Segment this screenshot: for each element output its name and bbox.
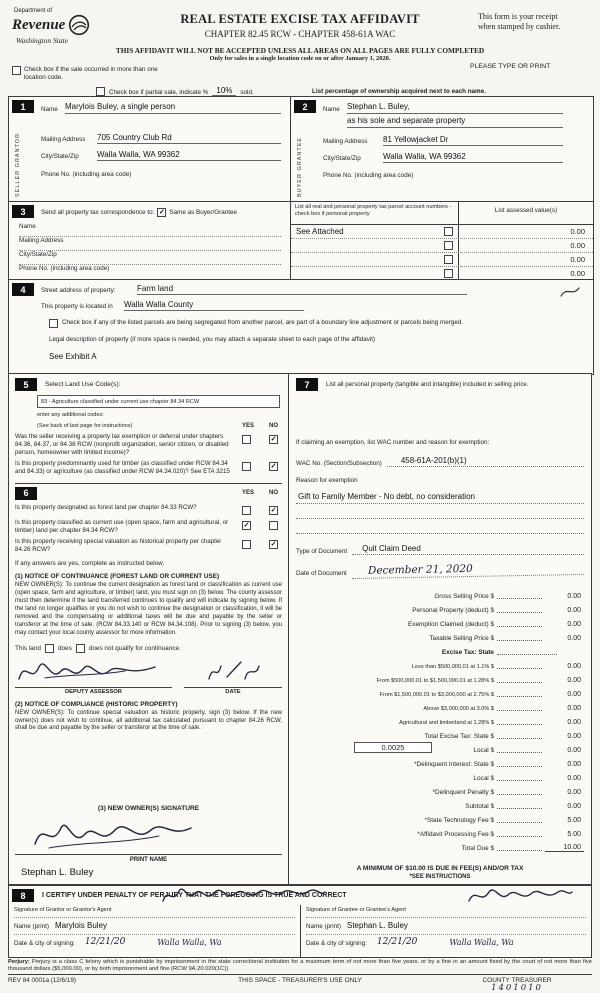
s5-q2-text: Is this property predominantly used for timber (as classified under RCW 84.34 and 84.33) or agriculture (as classified under RCW 84.34.020)? See ETA 3215: [15, 460, 230, 475]
money-value[interactable]: 0.00: [567, 733, 581, 740]
land-use-code-select[interactable]: 83 - Agriculture classified under current use chapter 84.34 RCW: [37, 395, 280, 408]
buyer-name-value[interactable]: Stephan L. Buley,: [347, 102, 563, 114]
same-as-buyer-checkbox[interactable]: ✓: [158, 209, 165, 216]
money-row-tier-3: [296, 684, 584, 698]
parcel-panel: [291, 202, 593, 280]
parties-section: [8, 96, 594, 203]
money-row-taxable: [296, 628, 584, 642]
grantee-date-row: [306, 934, 586, 947]
money-label: From $500,000.01 to $1,500,000.01 at 1.28% $: [376, 678, 494, 684]
wac-label: WAC No. (Section/Subsection): [296, 460, 382, 467]
grantee-date-label: Date & city of signing:: [306, 940, 367, 947]
excise-tax-column: [289, 373, 592, 885]
land-does-not-checkbox[interactable]: [76, 644, 85, 653]
section-8-badge: 8: [12, 889, 34, 902]
treasurer-space-label: THIS SPACE - TREASURER'S USE ONLY: [238, 977, 362, 984]
buyer-name-value-2[interactable]: as his sole and separate property: [347, 116, 563, 128]
corr-mailing-label: Mailing Address: [19, 237, 64, 244]
exemption-intro: If claiming an exemption, list WAC number and reason for exemption:: [296, 439, 490, 446]
new-owner-signature-block: [15, 805, 282, 880]
seller-name-value[interactable]: Marylois Buley, a single person: [65, 102, 281, 114]
multi-location-label: Check box if the sale occurred in more than one location code.: [24, 66, 158, 82]
no-header: NO: [269, 423, 278, 429]
seller-csz-label: City/State/Zip: [41, 153, 79, 160]
print-name-label: PRINT NAME: [129, 857, 168, 863]
additional-codes-label: enter any additional codes:: [37, 412, 104, 418]
section-7-badge: 7: [296, 378, 318, 391]
buyer-mailing-value[interactable]: 81 Yellowjacket Dr: [383, 135, 563, 146]
money-row-delinq-interest-state: [296, 754, 584, 768]
form-only-for: Only for sales in a single location code on or after January 1, 2020.: [209, 55, 391, 62]
grantee-name-label: Name (print): [306, 923, 341, 930]
buyer-name-label: Name: [323, 106, 340, 113]
grantor-name-label: Name (print): [14, 923, 49, 930]
personal-property-checkbox-2[interactable]: [444, 241, 453, 250]
notice-2-body: NEW OWNER(S): To continue special valuation as historic property, sign (3) below. If the new owner(s) does not wish to continue, all additional tax calculated pursuant to chapter 84.26 RCW, shall be due and payable by the seller or transferor at the time of sale.: [15, 709, 282, 732]
money-label: Above $3,000,000 at 3.0% $: [423, 706, 494, 712]
assessed-header: List assessed value(s): [494, 207, 558, 214]
receipt-note: [478, 12, 594, 33]
treasurer-stamp: 1401010: [491, 983, 543, 993]
money-row-delinq-penalty: [296, 782, 584, 796]
money-label: Total Due $: [461, 845, 494, 852]
see-instructions-note: *SEE INSTRUCTIONS: [409, 874, 471, 880]
buyer-csz-value[interactable]: Walla Walla, WA 99362: [383, 152, 563, 163]
s5-question-1: [15, 433, 282, 456]
see-back-row: [15, 423, 282, 429]
seller-mailing-label: Mailing Address: [41, 136, 86, 143]
section-5-badge: 5: [15, 378, 37, 391]
perjury-body: Perjury is a class C felony which is punishable by imprisonment in the state correctional institution for a maximum term of not more than five years, or by a fine in an amount fixed by the court of not more than five thousand dollars ($5,000.00), or by both imprisonment and fine (RCW 9A.20.020(1C)).: [8, 959, 592, 973]
partial-sale-row: [96, 86, 254, 96]
grantee-signature[interactable]: [464, 884, 576, 908]
seller-grantor-vertical-label: SELLER GRANTOR: [15, 132, 21, 197]
assessor-date-handwriting: [201, 655, 265, 687]
grantee-name-value[interactable]: Stephan L. Buley: [347, 921, 408, 930]
county-treasurer-block: [442, 977, 592, 993]
money-row-tier-2: [296, 670, 584, 684]
money-value[interactable]: 0.00: [567, 635, 581, 642]
stray-pen-mark: [559, 284, 581, 300]
rev-number: REV 84 0001a (12/6/19): [8, 977, 76, 984]
notice-2-title: (2) NOTICE OF COMPLIANCE (HISTORIC PROPERTY): [15, 700, 178, 708]
legal-description-label: Legal description of property (if more space is needed, you may attach a separate sheet to each page of the affidavit): [49, 336, 376, 343]
money-label: *Delinquent Interest: State $: [414, 761, 494, 768]
money-label: Exemption Claimed (deduct) $: [408, 621, 494, 628]
street-address-value[interactable]: Farm land: [137, 284, 467, 295]
s6-q1-no-checkbox[interactable]: ✓: [270, 506, 277, 514]
money-value[interactable]: 10.00: [545, 844, 584, 852]
money-row-total-due: [296, 838, 584, 852]
s5-q2-yes-checkbox[interactable]: [242, 462, 251, 471]
segregated-checkbox[interactable]: [49, 319, 58, 328]
money-label: Gross Selling Price $: [434, 593, 494, 600]
s6-q2-text: Is this property classified as current use (open space, farm and agricultural, or timber) land per chapter 84.34 RCW?: [15, 518, 229, 534]
grantee-name-row: [306, 917, 586, 930]
section-1-badge: 1: [12, 100, 34, 113]
qualify-does-label: does: [57, 644, 72, 652]
legal-description-value[interactable]: See Exhibit A: [49, 352, 97, 361]
money-row-subtotal: [296, 796, 584, 810]
partial-sale-sold-label: sold.: [240, 89, 254, 96]
new-owner-print-name[interactable]: Stephan L. Buley: [21, 867, 94, 878]
money-row-tech-fee: [296, 810, 584, 824]
grantor-date-row: [14, 934, 295, 947]
send-correspondence-label: Send all property tax correspondence to:: [41, 209, 155, 216]
continuance-qualify-row: [15, 644, 282, 653]
ownership-note: List percentage of ownership acquired next to each name.: [312, 88, 486, 95]
located-in-label: This property is located in: [41, 303, 113, 310]
seller-csz-value[interactable]: Walla Walla, WA 99362: [97, 150, 281, 161]
located-in-value[interactable]: Walla Walla County: [124, 300, 304, 311]
buyer-panel: [291, 97, 593, 202]
money-value[interactable]: 0.00: [567, 607, 581, 614]
certify-header-row: [9, 886, 591, 905]
parcel-row: [291, 225, 593, 239]
section-5-header: [15, 378, 282, 391]
grantor-name-value[interactable]: Marylois Buley: [55, 921, 108, 930]
buyer-csz-label: City/State/Zip: [323, 155, 361, 162]
street-address-label: Street address of property:: [41, 287, 116, 294]
grantor-date-value[interactable]: 12/21/20: [84, 937, 126, 947]
section-7-header: [296, 378, 584, 391]
money-value[interactable]: 0.00: [567, 719, 581, 726]
money-row-agricultural: [296, 712, 584, 726]
wac-value[interactable]: 458-61A-201(b)(1): [387, 456, 584, 467]
qualify-not-label: does not qualify for continuance.: [88, 644, 181, 652]
money-row-local: [296, 740, 584, 754]
land-does-checkbox[interactable]: [45, 644, 54, 653]
notice-1-body: NEW OWNER(S): To continue the current designation as forest land or classification as current use (open space, farm and agriculture, or timber) land, you must sign on (3) below. The county assessor must then determine if the land transferred continues to qualify and will indicate by signing below. If the land no longer qualifies or you do not wish to continue the designation or classification, it will be removed and the compensating or additional taxes will be due and payable by the seller or transferor at the time of sale. (RCW 84.33.140 or RCW 84.34.108). Prior to signing (3) below, you may contact your local county assessor for more information.: [15, 581, 282, 636]
section-6-header: [15, 483, 282, 500]
grantor-column: [9, 905, 301, 957]
corr-name-row: [19, 223, 281, 237]
grantee-date-value[interactable]: 12/21/20: [376, 937, 418, 947]
state-label: Washington State: [16, 36, 69, 45]
money-label: Taxable Selling Price $: [429, 635, 494, 642]
grantee-city-value[interactable]: Walla Walla, Wa: [449, 938, 514, 947]
s6-q2-no-checkbox[interactable]: [269, 521, 278, 530]
dor-logo-icon: [68, 14, 90, 36]
doc-type-row: [296, 544, 584, 555]
corr-csz-row: [19, 251, 281, 265]
segregated-label: Check box if any of the listed parcels are being segregated from another parcel, are part of a boundary line adjustment or parcels being merged.: [62, 319, 464, 326]
personal-property-checkbox-3[interactable]: [444, 255, 453, 264]
seller-phone-label: Phone No. (including area code): [41, 171, 132, 178]
agency-name: Revenue: [12, 16, 66, 33]
corr-phone-label: Phone No. (including area code): [19, 265, 110, 272]
buyer-grantee-vertical-label: BUYER GRANTEE: [297, 136, 303, 197]
new-owner-signature-title: (3) NEW OWNER(S) SIGNATURE: [97, 805, 200, 812]
money-row-total-state: [296, 726, 584, 740]
personal-property-title: List all personal property (tangible and intangible) included in selling price.: [326, 381, 529, 388]
s6-q2-yes-checkbox[interactable]: ✓: [243, 521, 250, 529]
receipt-line-2: when stamped by cashier.: [478, 22, 561, 32]
seller-panel: [9, 97, 291, 202]
s6-q3-text: Is this property receiving special valuation as historical property per chapter 84.26 RCW?: [15, 538, 222, 553]
money-label: Agricultural and timberland at 1.28% $: [399, 720, 494, 726]
s6-no-header: NO: [269, 490, 278, 497]
partial-sale-checkbox[interactable]: [96, 87, 105, 96]
s6-q3-no-checkbox[interactable]: ✓: [270, 541, 277, 549]
reason-label: Reason for exemption: [296, 477, 358, 484]
s6-q1-text: Is this property designated as forest land per chapter 84.33 RCW?: [15, 503, 197, 511]
reason-blank-line[interactable]: [296, 504, 584, 519]
buyer-mailing-label: Mailing Address: [323, 138, 368, 145]
money-value[interactable]: 0.00: [567, 803, 581, 810]
reason-value[interactable]: Gift to Family Member - No debt, no consideration: [296, 492, 584, 504]
assessed-value-2[interactable]: 0.00: [570, 241, 585, 250]
seller-name-label: Name: [41, 106, 58, 113]
s5-question-2: [15, 460, 282, 476]
minimum-note: A MINIMUM OF $10.00 IS DUE IN FEE(S) AND/OR TAX: [356, 865, 524, 872]
money-value[interactable]: 0.00: [567, 593, 581, 600]
money-label: From $1,500,000.01 to $3,000,000 at 2.75% $: [379, 692, 494, 698]
money-value[interactable]: 5.00: [567, 831, 581, 838]
new-owner-signature[interactable]: [29, 814, 199, 854]
grantor-date-label: Date & city of signing:: [14, 940, 75, 947]
money-label: Personal Property (deduct) $: [412, 607, 494, 614]
dept-of-label: Department of: [14, 8, 53, 14]
multi-location-checkbox[interactable]: [12, 66, 21, 75]
s6-question-3: [15, 538, 282, 554]
assessed-value-3[interactable]: 0.00: [570, 255, 585, 264]
s6-q1-yes-checkbox[interactable]: [242, 506, 251, 515]
partial-sale-label: Check box if partial sale, indicate %: [109, 89, 209, 96]
money-label: Local $: [473, 747, 494, 754]
money-label: Local $: [473, 775, 494, 782]
s6-yes-header: YES: [242, 490, 255, 497]
section-2-badge: 2: [294, 100, 316, 113]
assessed-value-4[interactable]: 0.00: [570, 269, 585, 278]
money-value[interactable]: 0.00: [567, 747, 581, 754]
money-label: Total Excise Tax: State $: [424, 733, 494, 740]
s6-question-1: [15, 504, 282, 515]
money-row-excise-state: [296, 642, 584, 656]
footer-row: [8, 974, 592, 993]
s5-q2-no-checkbox[interactable]: ✓: [270, 463, 277, 471]
money-row-personal: [296, 600, 584, 614]
parcel-number-value[interactable]: See Attached: [296, 227, 344, 236]
grantee-signature-label: Signature of Grantee or Grantee's Agent: [306, 907, 406, 913]
money-value[interactable]: 0.00: [567, 789, 581, 796]
parcel-header-row: [291, 202, 593, 225]
corr-csz-label: City/State/Zip: [19, 251, 57, 258]
property-section: [8, 279, 594, 375]
correspondence-panel: [9, 202, 291, 280]
receipt-line-1: This form is your receipt: [478, 12, 558, 21]
perjury-lead: Perjury:: [8, 959, 30, 965]
money-value[interactable]: 0.00: [567, 691, 581, 698]
please-type-print: PLEASE TYPE OR PRINT: [470, 63, 551, 70]
deputy-assessor-label: DEPUTY ASSESSOR: [15, 687, 172, 695]
money-value[interactable]: 5.00: [567, 817, 581, 824]
money-value[interactable]: 0.00: [567, 663, 581, 670]
section-3-badge: 3: [12, 205, 34, 218]
doc-type-label: Type of Document: [296, 548, 348, 555]
money-label: Excise Tax: State: [441, 649, 494, 656]
grantor-name-row: [14, 917, 295, 930]
doc-date-value[interactable]: December 21, 2020: [352, 561, 584, 579]
buyer-phone-label: Phone No. (including area code): [323, 172, 414, 179]
notice-1-title: (1) NOTICE OF CONTINUANCE (FOREST LAND OR CURRENT USE): [15, 572, 220, 580]
personal-property-checkbox-1[interactable]: [444, 227, 453, 236]
reason-blank-line[interactable]: [296, 519, 584, 534]
doc-type-value[interactable]: Quit Claim Deed: [352, 544, 584, 555]
doc-date-row: [296, 563, 584, 577]
doc-date-label: Date of Document: [296, 570, 347, 577]
s6-q3-yes-checkbox[interactable]: [242, 540, 251, 549]
money-row-delinq-interest-local: [296, 768, 584, 782]
certify-columns: [9, 905, 591, 957]
if-yes-note: If any answers are yes, complete as instructed below.: [15, 559, 165, 567]
s6-question-2: [15, 519, 282, 535]
section-6-badge: 6: [15, 487, 37, 500]
grantor-signature-label: Signature of Grantor or Grantor's Agent: [14, 907, 112, 913]
deputy-assessor-block[interactable]: [15, 655, 172, 695]
s5-q1-text: Was the seller receiving a property tax exemption or deferral under chapters 84.36, 84.37, or 84.38 RCW (nonprofit organization, senior citizen, or disabled person, homeowner with limited income)?: [15, 433, 229, 456]
local-rate-value[interactable]: 0.0025: [354, 742, 432, 753]
s5-q1-yes-checkbox[interactable]: [242, 435, 251, 444]
money-rows: [296, 586, 584, 852]
money-label: *State Technology Fee $: [424, 817, 494, 824]
section-4-badge: 4: [12, 283, 34, 296]
deputy-assessor-signature: [15, 655, 163, 687]
land-use-title: Select Land Use Code(s):: [45, 381, 121, 388]
money-value[interactable]: 0.00: [567, 677, 581, 684]
assessor-date-block[interactable]: [184, 655, 282, 695]
send-correspondence-row: [41, 208, 287, 217]
wac-row: [296, 456, 584, 467]
money-value[interactable]: 0.00: [567, 705, 581, 712]
perjury-notice: [8, 959, 592, 974]
money-value[interactable]: 0.00: [567, 621, 581, 628]
segregated-row: [49, 319, 579, 328]
correspondence-section: [8, 201, 594, 281]
minimum-note-block: [296, 865, 584, 880]
seller-mailing-value[interactable]: 705 Country Club Rd: [97, 133, 281, 144]
yes-header: YES: [242, 423, 255, 429]
form-title: REAL ESTATE EXCISE TAX AFFIDAVIT: [180, 12, 420, 26]
money-row-exemption: [296, 614, 584, 628]
money-label: Subtotal $: [465, 803, 494, 810]
dor-logo: [12, 8, 132, 45]
form-chapter: CHAPTER 82.45 RCW - CHAPTER 458-61A WAC: [204, 29, 396, 39]
money-row-tier-4: [296, 698, 584, 712]
form-warning: THIS AFFIDAVIT WILL NOT BE ACCEPTED UNLESS ALL AREAS ON ALL PAGES ARE FULLY COMPLETED: [115, 46, 485, 55]
money-label: Less than $500,000.01 at 1.1% $: [411, 664, 494, 670]
money-row-processing-fee: [296, 824, 584, 838]
money-value[interactable]: 0.00: [567, 761, 581, 768]
grantor-signature[interactable]: [159, 883, 329, 909]
parcel-row: [291, 253, 593, 267]
certification-section: [8, 885, 592, 958]
money-row-tier-1: [296, 656, 584, 670]
money-row-gross: [296, 586, 584, 600]
county-treasurer-label: COUNTY TREASURER: [482, 977, 552, 984]
assessor-signature-row: [15, 655, 282, 695]
money-label: *Affidavit Processing Fee $: [417, 831, 494, 838]
assessor-date-label: DATE: [184, 687, 282, 695]
grantee-column: [301, 905, 591, 957]
qualify-pre-label: This land: [15, 644, 41, 652]
same-as-buyer-label: Same as Buyer/Grantee: [169, 209, 237, 216]
personal-property-checkbox-4[interactable]: [444, 269, 453, 278]
parcel-header: List all real and personal property tax parcel account numbers - check box if personal property: [291, 202, 459, 224]
multi-location-row: [12, 66, 182, 82]
certify-statement: I CERTIFY UNDER PENALTY OF PERJURY THAT THE FOREGOING IS TRUE AND CORRECT: [42, 892, 347, 899]
corr-mailing-row: [19, 237, 281, 251]
money-value[interactable]: 0.00: [567, 775, 581, 782]
land-use-column: [8, 373, 289, 885]
money-label: *Delinquent Penalty $: [432, 789, 494, 796]
grantor-city-value[interactable]: Walla Walla, Wa: [157, 938, 222, 947]
title-block: [120, 12, 480, 39]
partial-sale-percent[interactable]: 10%: [212, 86, 236, 96]
parcel-row: [291, 239, 593, 253]
see-back-label: (See back of last page for instructions): [37, 423, 133, 429]
corr-phone-row: [19, 265, 281, 278]
personal-property-blank-area[interactable]: [296, 391, 584, 439]
assessed-value-1[interactable]: 0.00: [570, 227, 585, 236]
s5-q1-no-checkbox[interactable]: ✓: [270, 436, 277, 443]
corr-name-label: Name: [19, 223, 36, 230]
